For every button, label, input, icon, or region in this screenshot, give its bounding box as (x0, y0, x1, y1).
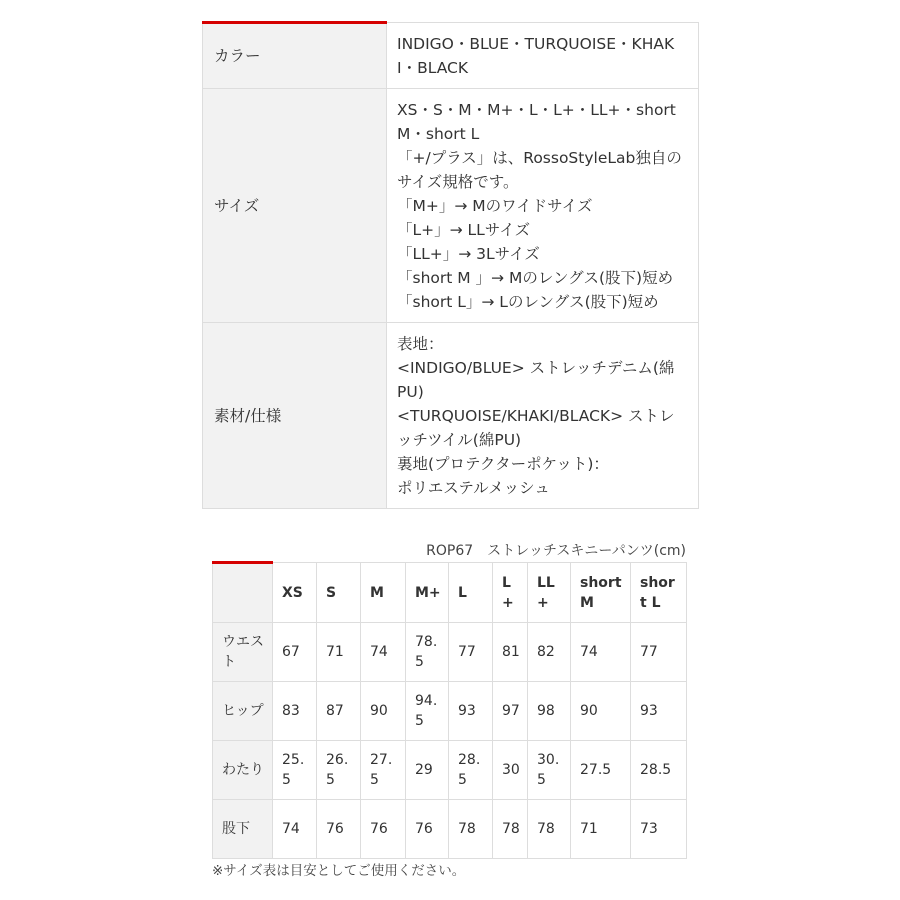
size-cell: 25.5 (273, 741, 317, 800)
spec-label-color: カラー (203, 23, 387, 89)
spec-value-color (387, 23, 699, 89)
size-cell: 78 (449, 800, 493, 859)
size-col-header: M (361, 563, 406, 623)
spec-size-line: 「LL+」→ 3Lサイズ (397, 245, 540, 263)
spec-size-line: 「L+」→ LLサイズ (397, 221, 531, 239)
spec-label-size: サイズ (203, 89, 387, 323)
spec-material-line: 裏地(プロテクターポケット)： (397, 455, 609, 473)
size-cell: 73 (631, 800, 687, 859)
size-cell: 74 (571, 623, 631, 682)
size-col-header: short L (631, 563, 687, 623)
spec-size-line: 「+/プラス」は、RossoStyleLab独自の (397, 149, 682, 167)
size-row-waist (213, 623, 687, 682)
size-chart-corner-cell (213, 563, 273, 623)
spec-material-line: PU) (397, 383, 424, 401)
spec-color-line: I・BLACK (397, 59, 469, 77)
size-row-thigh (213, 741, 687, 800)
size-row-label: 股下 (213, 800, 273, 859)
size-cell: 76 (406, 800, 449, 859)
spec-material-line: ッチツイル(綿PU) (397, 431, 522, 449)
size-cell: 74 (361, 623, 406, 682)
spec-row-color (203, 23, 699, 89)
size-cell: 83 (273, 682, 317, 741)
size-cell: 30.5 (528, 741, 571, 800)
size-cell: 90 (571, 682, 631, 741)
size-col-header: LL+ (528, 563, 571, 623)
spec-value-material (387, 323, 699, 509)
spec-size-line: 「short L」→ Lのレングス(股下)短め (397, 293, 659, 311)
size-cell: 78.5 (406, 623, 449, 682)
spec-material-line: ポリエステルメッシュ (397, 479, 550, 497)
size-chart-caption: ROP67 ストレッチスキニーパンツ(cm) (426, 543, 686, 559)
spec-color-line: INDIGO・BLUE・TURQUOISE・KHAK (397, 35, 675, 53)
size-cell: 82 (528, 623, 571, 682)
size-cell: 94.5 (406, 682, 449, 741)
size-cell: 71 (571, 800, 631, 859)
size-cell: 76 (317, 800, 361, 859)
size-chart-note: ※サイズ表は目安としてご使用ください。 (212, 863, 466, 879)
size-row-label: ウエスト (213, 623, 273, 682)
size-cell: 78 (493, 800, 528, 859)
spec-value-size (387, 89, 699, 323)
size-col-header: XS (273, 563, 317, 623)
size-cell: 26.5 (317, 741, 361, 800)
spec-size-line: 「M+」→ Mのワイドサイズ (397, 197, 593, 215)
size-col-header: L+ (493, 563, 528, 623)
spec-size-line: M・short L (397, 125, 480, 143)
size-cell: 28.5 (449, 741, 493, 800)
size-row-label: わたり (213, 741, 273, 800)
size-row-hip (213, 682, 687, 741)
spec-material-line: <TURQUOISE/KHAKI/BLACK> ストレ (397, 407, 675, 425)
size-cell: 67 (273, 623, 317, 682)
size-cell: 77 (631, 623, 687, 682)
size-cell: 27.5 (361, 741, 406, 800)
size-col-header: L (449, 563, 493, 623)
size-col-header: short M (571, 563, 631, 623)
size-cell: 30 (493, 741, 528, 800)
size-cell: 97 (493, 682, 528, 741)
size-cell: 28.5 (631, 741, 687, 800)
spec-size-line: 「short M 」→ Mのレングス(股下)短め (397, 269, 674, 287)
size-row-inseam (213, 800, 687, 859)
spec-material-line: 表地： (397, 335, 444, 353)
size-cell: 78 (528, 800, 571, 859)
size-row-label: ヒップ (213, 682, 273, 741)
spec-row-size (203, 89, 699, 323)
size-cell: 77 (449, 623, 493, 682)
size-chart-header-row (213, 563, 687, 623)
size-cell: 98 (528, 682, 571, 741)
size-col-header: M+ (406, 563, 449, 623)
spec-size-line: サイズ規格です。 (397, 173, 519, 191)
product-spec-table (202, 21, 699, 509)
size-cell: 71 (317, 623, 361, 682)
spec-label-material: 素材/仕様 (203, 323, 387, 509)
size-cell: 27.5 (571, 741, 631, 800)
spec-material-line: <INDIGO/BLUE> ストレッチデニム(綿 (397, 359, 675, 377)
size-cell: 93 (449, 682, 493, 741)
size-cell: 76 (361, 800, 406, 859)
size-cell: 29 (406, 741, 449, 800)
size-chart-table (212, 561, 687, 859)
size-cell: 87 (317, 682, 361, 741)
spec-size-line: XS・S・M・M+・L・L+・LL+・short (397, 101, 676, 119)
spec-row-material (203, 323, 699, 509)
size-cell: 90 (361, 682, 406, 741)
size-col-header: S (317, 563, 361, 623)
size-cell: 93 (631, 682, 687, 741)
size-cell: 74 (273, 800, 317, 859)
size-cell: 81 (493, 623, 528, 682)
